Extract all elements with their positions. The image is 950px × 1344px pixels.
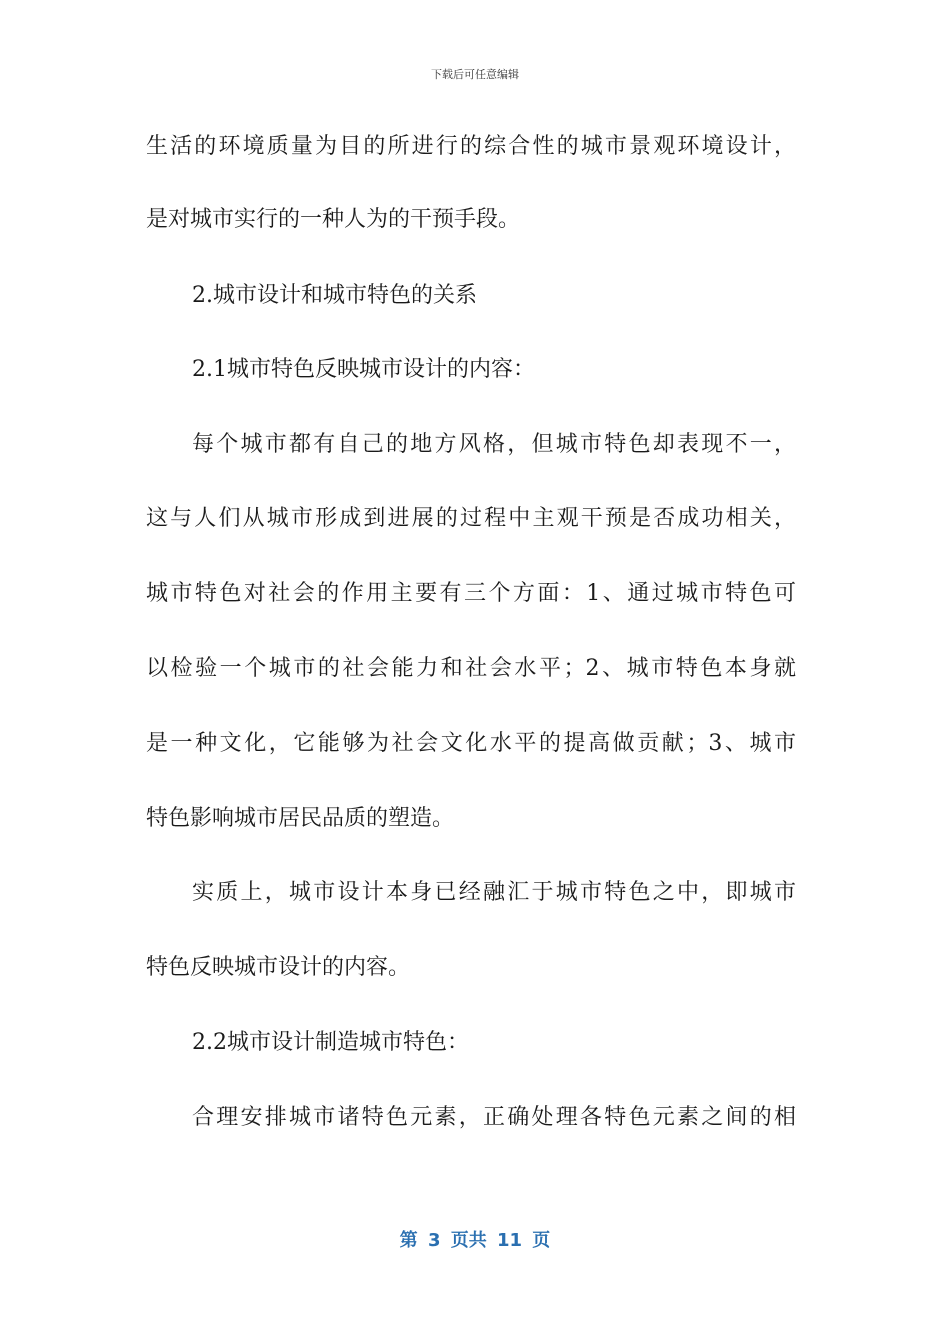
text-line: 每个城市都有自己的地方风格，但城市特色却表现不一， — [192, 432, 796, 457]
text-line: 实质上，城市设计本身已经融汇于城市特色之中，即城市 — [192, 880, 796, 905]
text-line: 生活的环境质量为目的所进行的综合性的城市景观环境设计， — [146, 134, 796, 159]
subsection-heading: 2.2城市设计制造城市特色： — [192, 1030, 469, 1055]
text-line: 是对城市实行的一种人为的干预手段。 — [146, 207, 521, 232]
subsection-heading: 2.1城市特色反映城市设计的内容： — [192, 357, 535, 382]
text-line: 以检验一个城市的社会能力和社会水平；2、城市特色本身就 — [146, 656, 796, 681]
text-line: 特色影响城市居民品质的塑造。 — [146, 806, 455, 831]
text-line: 合理安排城市诸特色元素，正确处理各特色元素之间的相 — [192, 1105, 796, 1130]
text-line: 城市特色对社会的作用主要有三个方面：1、通过城市特色可 — [146, 581, 796, 606]
text-line: 特色反映城市设计的内容。 — [146, 955, 411, 980]
page-header-note: 下载后可任意编辑 — [431, 68, 519, 81]
section-heading: 2.城市设计和城市特色的关系 — [192, 283, 477, 308]
page-number-footer: 第 3 页共 11 页 — [399, 1230, 551, 1251]
text-line: 是一种文化，它能够为社会文化水平的提高做贡献；3、城市 — [146, 731, 796, 756]
text-line: 这与人们从城市形成到进展的过程中主观干预是否成功相关， — [146, 506, 796, 531]
